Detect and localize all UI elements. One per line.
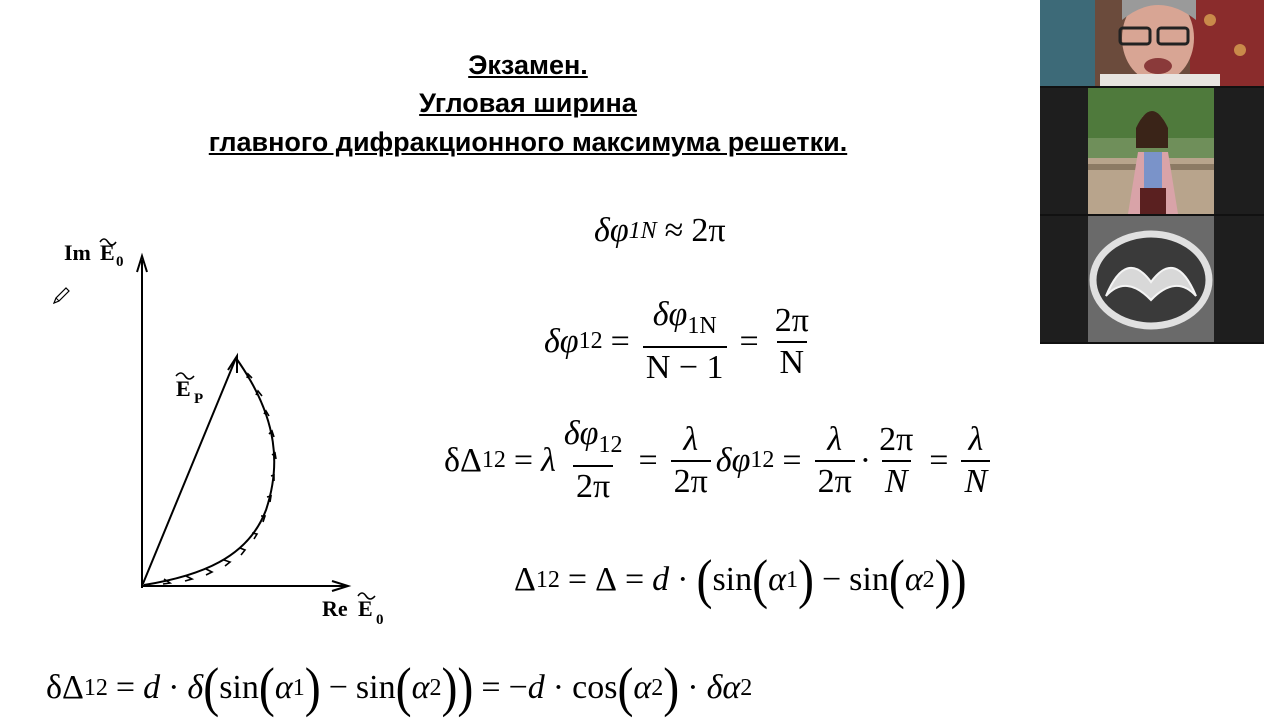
presenter-video[interactable]	[1040, 0, 1264, 88]
im-axis-label: Im	[64, 240, 91, 265]
re-axis-e: E	[358, 596, 373, 621]
participant-video[interactable]	[1040, 88, 1264, 216]
fraction-phase: $\frac{\delta\varphi_{1N}}{N - 1}$	[643, 295, 727, 388]
ep-label-sub: P	[194, 391, 204, 407]
re-axis-sub: 0	[376, 612, 384, 628]
im-axis-sub: 0	[116, 254, 124, 270]
re-axis-label: Re	[322, 596, 348, 621]
slide-title-line2: Угловая ширина	[419, 88, 637, 118]
phasor-chain-arrows	[163, 374, 276, 584]
slide-title-line3: главного дифракционного максимума решетки.	[208, 127, 848, 157]
phasor-diagram	[40, 210, 420, 640]
ep-label-e: E	[176, 376, 191, 401]
formula-grating-difference: Δ 12 = Δ = d · ( sin ( α 1 ) − sin ( α 2 ) )	[514, 548, 967, 610]
formula-differential: δΔ 12 = d · δ ( sin ( α 1 ) − sin ( α 2 ) ) = − d · cos ( α 2 ) · δα 2	[46, 656, 753, 718]
fraction-two-pi-over-n: $\frac{2\pi}{N}$	[774, 301, 809, 381]
participants-panel	[1040, 0, 1264, 342]
formula-phase-difference: δ φ 1N ≈ 2π	[594, 212, 726, 249]
formula-path-difference: δΔ 12 = λ $\frac{\delta\varphi_{12}}{2\pi}$ = $\frac{\lambda}{2\pi}$ δφ 12 = $\frac{\lambda}{2\pi}$ · $\frac{2\pi}{N}$ = $\frac{\lambda}{N}$	[444, 414, 995, 507]
participant-avatar[interactable]	[1040, 216, 1264, 344]
formula-phase-step: δφ 12 = $\frac{\delta\varphi_{1N}}{N - 1}$ = $\frac{2\pi}{N}$	[544, 295, 817, 388]
im-axis-e: E	[100, 240, 115, 265]
slide-title-line1: Экзамен.	[468, 50, 588, 80]
phasor-chain	[144, 358, 274, 585]
